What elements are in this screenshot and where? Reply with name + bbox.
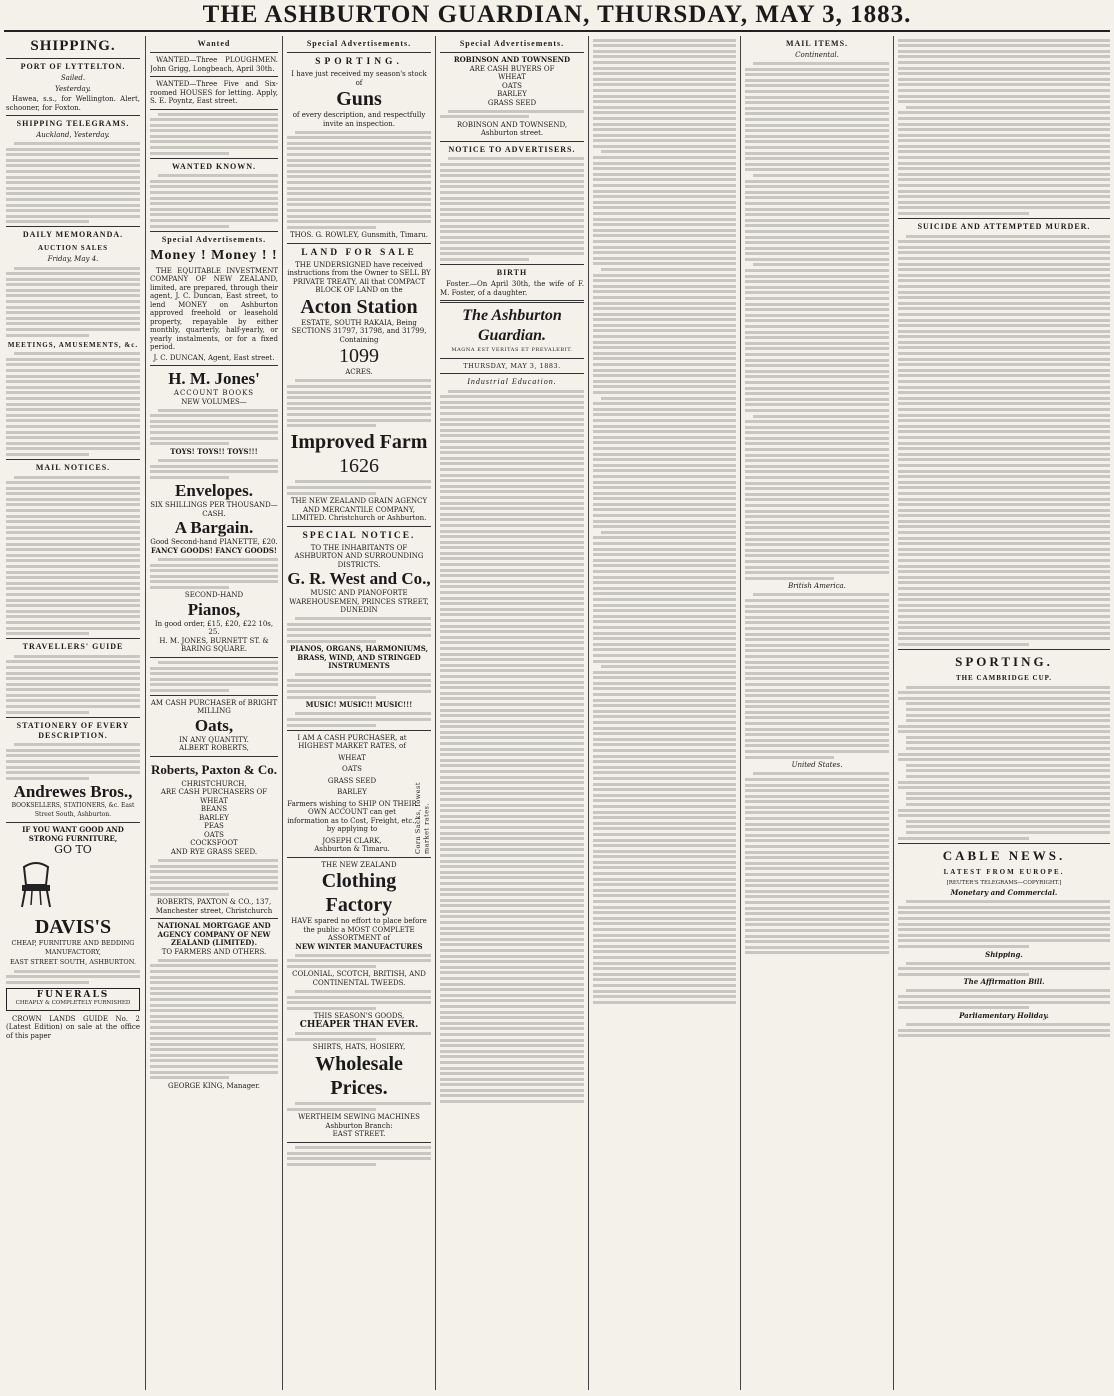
column-separator — [145, 36, 146, 1390]
to-farmers: TO FARMERS AND OTHERS. — [161, 947, 267, 956]
seasons-goods: THIS SEASON'S GOODS, — [313, 1012, 405, 1021]
pianos-label: SECOND-HAND — [184, 591, 244, 600]
funerals-title: FUNERALS — [36, 989, 110, 1000]
guns-heading: Guns — [336, 88, 382, 110]
divider — [150, 52, 278, 53]
mail-notices-heading: MAIL NOTICES. — [35, 462, 111, 472]
auckland-label: Auckland, Yesterday. — [36, 131, 110, 139]
divider — [150, 76, 278, 77]
special-notice-heading: SPECIAL NOTICE. — [302, 530, 416, 541]
wanted-houses: WANTED—Three Five and Six-roomed HOUSES for letting. Apply, S. E. Poyntz, East street. — [150, 80, 278, 105]
divider — [440, 264, 584, 265]
pianos-sub: In good order, £15, £20, £22 10s, 25. — [154, 619, 274, 637]
divider — [150, 657, 278, 658]
sailed-text: Hawea, s.s., for Wellington. Alert, schooner, for Foxton. — [6, 95, 140, 112]
divider — [287, 526, 431, 527]
divider — [440, 373, 584, 374]
travellers-guide-heading: TRAVELLERS' GUIDE — [22, 642, 124, 652]
auction-sales-heading: AUCTION SALES — [38, 244, 108, 253]
clark-name: JOSEPH CLARK, — [322, 836, 382, 845]
duncan-signature: J. C. DUNCAN, Agent, East street. — [153, 353, 275, 362]
column-separator — [740, 36, 741, 1390]
corn-sacks-note: Corn Sacks, lowest market rates. — [414, 781, 431, 854]
cp-wheat: WHEAT — [338, 753, 366, 762]
sporting-text: I have just received my season's stock of — [291, 70, 427, 87]
daily-memoranda-heading: DAILY MEMORANDA. — [22, 230, 124, 240]
oats-heading: Oats, — [194, 715, 234, 735]
acres-1099: 1099 — [339, 345, 379, 368]
cable-news-heading: CABLE NEWS. — [942, 847, 1066, 863]
cp-grass: GRASS SEED — [327, 776, 377, 785]
divider — [440, 300, 584, 303]
british-america-heading: British America. — [788, 582, 846, 591]
column-separator — [282, 36, 283, 1390]
robinson-list-2: WHEAT — [498, 73, 526, 81]
sailed-label: Sailed. — [60, 74, 86, 82]
divider — [150, 158, 278, 159]
divider — [6, 822, 140, 823]
birth-text: Foster.—On April 30th, the wife of F. M. Foster, of a daughter. — [440, 280, 584, 297]
birth-heading: BIRTH — [496, 268, 528, 278]
divider — [150, 756, 278, 757]
divider — [287, 52, 431, 53]
divider — [6, 638, 140, 639]
yesterday-label: Yesterday. — [55, 84, 91, 93]
go-to: GO TO — [54, 843, 92, 857]
albert-roberts: ALBERT ROBERTS, — [179, 744, 249, 753]
grain-cocksfoot: COCKSFOOT — [190, 839, 238, 848]
grain-wheat: WHEAT — [200, 796, 228, 805]
grain-barley: BARLEY — [199, 813, 229, 822]
clothing-heading: Clothing Factory — [321, 870, 397, 916]
shirts-heading: SHIRTS, HATS, HOSIERY, — [312, 1043, 406, 1052]
toys-heading: TOYS! TOYS!! TOYS!!! — [170, 446, 258, 456]
divider — [287, 1142, 431, 1143]
special-ads-heading: Special Advertisements. — [306, 39, 412, 48]
winter-heading: NEW WINTER MANUFACTURES — [295, 941, 423, 951]
roberts-sub: CHRISTCHURCH, — [181, 779, 247, 788]
andrewes-sub: BOOKSELLERS, STATIONERS, &c. East Street South, Ashburton. — [11, 802, 135, 818]
divider — [440, 52, 584, 53]
reuters-line: [REUTER'S TELEGRAMS—COPYRIGHT.] — [946, 879, 1062, 886]
united-states-heading: United States. — [791, 761, 843, 770]
divider — [150, 109, 278, 110]
suicide-heading: SUICIDE AND ATTEMPTED MURDER. — [917, 222, 1091, 231]
divider — [150, 918, 278, 919]
cash-purchaser: AM CASH PURCHASER of BRIGHT MILLING — [150, 698, 278, 716]
wertheim-heading: WERTHEIM SEWING MACHINES — [298, 1113, 420, 1122]
rowley-signature: THOS. G. ROWLEY, Gunsmith, Timaru. — [289, 231, 429, 240]
divider — [6, 459, 140, 460]
mortgage-heading: NATIONAL MORTGAGE AND AGENCY COMPANY OF NEW ZEALAND (LIMITED). — [157, 921, 271, 948]
stationery-heading: STATIONERY OF EVERY DESCRIPTION. — [16, 720, 130, 740]
divider — [6, 115, 140, 116]
mortgage-footer: GEORGE KING, Manager. — [168, 1081, 260, 1090]
continental-heading: Continental. — [795, 51, 839, 59]
paper-title: The Ashburton Guardian. — [462, 307, 562, 345]
clark-address: Ashburton & Timaru. — [314, 845, 390, 853]
crown-lands-guide: CROWN LANDS GUIDE No. 2 (Latest Edition) on sale at the office of this paper — [6, 1014, 140, 1040]
west-sub: MUSIC AND PIANOFORTE WAREHOUSEMEN, PRINCES STREET, DUNEDIN — [289, 589, 429, 615]
east-street: EAST STREET. — [332, 1130, 386, 1139]
oats-sub: IN ANY QUANTITY. — [179, 735, 249, 744]
robinson-list-3: OATS — [502, 81, 522, 90]
column-news — [898, 36, 1110, 1392]
divider — [440, 141, 584, 142]
ship-text: Farmers wishing to SHIP ON THEIR OWN ACCOUNT can get information as to Cost, Freight, etc., by applying to — [287, 799, 417, 833]
west-name: G. R. West and Co., — [287, 569, 431, 589]
telegrams-heading: SHIPPING TELEGRAMS. — [16, 119, 130, 128]
want-furniture: IF YOU WANT GOOD AND STRONG FURNITURE, — [22, 825, 124, 843]
column-editorial-continued — [593, 36, 736, 1392]
special-ads-heading: Special Advertisements. — [161, 234, 267, 244]
wanted-known-heading: WANTED KNOWN. — [171, 161, 257, 171]
acton-heading: Acton Station — [300, 295, 418, 318]
acres-1626: 1626 — [339, 454, 379, 477]
special-ads-heading: Special Advertisements. — [459, 39, 565, 48]
column-separator — [588, 36, 589, 1390]
grain-oats: OATS — [204, 830, 224, 839]
davis-address: EAST STREET SOUTH, ASHBURTON. — [9, 958, 137, 967]
divider — [898, 649, 1110, 650]
sporting-heading: SPORTING. — [315, 57, 403, 67]
andrewes-name: Andrewes Bros., — [13, 782, 133, 802]
divider — [898, 218, 1110, 219]
grain-peas: PEAS — [204, 822, 224, 831]
divider — [6, 226, 140, 227]
guns-sub: of every description, and respectfully invite an inspection. — [292, 111, 426, 128]
divider — [287, 243, 431, 244]
jones-sub: ACCOUNT BOOKS — [173, 389, 255, 398]
funerals-box — [6, 988, 140, 1011]
cash-purchasers: ARE CASH PURCHASERS OF — [160, 788, 268, 797]
money-text: THE EQUITABLE INVESTMENT COMPANY OF NEW ZEALAND, limited, are prepared, through their agent, J. C. Duncan, East street, to lend MONEY on Ashburton approved freehold or leasehold property, repayable by either monthly, quarterly, half-yearly, or yearly instalments, or for a fixed period. — [150, 266, 278, 352]
shipping-news-heading: Shipping. — [985, 949, 1023, 959]
davis-sub: CHEAP, FURNITURE AND BEDDING MANUFACTORY, — [11, 939, 135, 956]
new-volumes: NEW VOLUMES— — [181, 397, 247, 406]
divider — [287, 857, 431, 858]
music-heading: MUSIC! MUSIC!! MUSIC!!! — [305, 700, 413, 710]
cp-oats: OATS — [342, 765, 362, 773]
to-inhabitants: TO THE INHABITANTS OF ASHBURTON AND SURROUNDING DISTRICTS. — [294, 543, 424, 569]
robinson-list-1: ARE CASH BUYERS OF — [469, 64, 555, 73]
roberts-footer: ROBERTS, PAXTON & CO., 137, Manchester street, Christchurch — [155, 898, 273, 915]
masthead-rule — [4, 30, 1110, 32]
education-heading: Industrial Education. — [467, 377, 557, 387]
ashburton-branch: Ashburton Branch: — [325, 1121, 393, 1130]
jones-name: H. M. Jones' — [168, 369, 260, 389]
column-separator — [893, 36, 894, 1390]
column-separator — [435, 36, 436, 1390]
acres-label: ACRES. — [345, 368, 373, 377]
divider — [440, 358, 584, 359]
masthead-title: THE ASHBURTON GUARDIAN, THURSDAY, MAY 3, 1883. — [202, 1, 912, 28]
column-special-ads — [287, 36, 431, 1392]
chair-icon — [6, 859, 66, 909]
grain-beans: BEANS — [200, 805, 228, 814]
port-heading: PORT OF LYTTELTON. — [20, 62, 126, 71]
acton-sub: ESTATE, SOUTH RAKAIA, Being SECTIONS 31797, 31798, and 31799, Containing — [291, 318, 427, 344]
bargain-sub: Good Second-hand PIANETTE, £20. — [150, 538, 278, 547]
divider — [150, 231, 278, 232]
colonial-tweeds: COLONIAL, SCOTCH, BRITISH, AND CONTINENTAL TWEEDS. — [292, 970, 426, 987]
divider — [6, 717, 140, 718]
land-sale-heading: LAND FOR SALE — [301, 247, 417, 258]
roberts-name: Roberts, Paxton & Co. — [150, 761, 277, 777]
robinson-footer: ROBINSON AND TOWNSEND, Ashburton street. — [456, 120, 568, 138]
divider — [150, 365, 278, 366]
shipping-heading: SHIPPING. — [30, 38, 116, 54]
davis-name: DAVIS'S — [34, 916, 112, 939]
jones-address: H. M. JONES, BURNETT ST. & BARING SQUARE. — [159, 636, 269, 654]
affirmation-heading: The Affirmation Bill. — [963, 977, 1045, 987]
column-wanted — [150, 36, 278, 1392]
envelopes-heading: Envelopes. — [175, 481, 253, 501]
friday-label: Friday, May 4. — [47, 255, 99, 264]
paper-motto: MAGNA EST VERITAS ET PREVALEBIT. — [451, 347, 573, 354]
notice-ads-heading: NOTICE TO ADVERTISERS. — [448, 144, 576, 154]
robinson-list-4: BARLEY — [497, 90, 527, 98]
divider — [6, 58, 140, 59]
meetings-heading: MEETINGS, AMUSEMENTS, &c. — [7, 340, 139, 349]
bargain-heading: A Bargain. — [174, 518, 254, 538]
column-editorial — [440, 36, 584, 1392]
cheaper-heading: CHEAPER THAN EVER. — [299, 1019, 419, 1030]
land-sub: THE UNDERSIGNED have received instructions from the Owner to SELL BY PRIVATE TREATY, All that COMPACT BLOCK OF LAND on the — [287, 260, 431, 295]
cable-sub-heading: LATEST FROM EUROPE. — [943, 867, 1065, 876]
masthead — [0, 0, 1114, 30]
money-heading: Money ! Money ! ! — [150, 247, 278, 263]
monetary-heading: Monetary and Commercial. — [950, 888, 1058, 898]
wholesale-heading: Wholesale Prices. — [315, 1052, 403, 1099]
robinson-name: ROBINSON AND TOWNSEND — [453, 55, 571, 64]
new-zealand-label: THE NEW ZEALAND — [321, 860, 397, 869]
cash-purchaser-2: I AM A CASH PURCHASER, at HIGHEST MARKET RATES, of — [297, 733, 407, 750]
pianos-heading: Pianos, — [187, 599, 241, 619]
wanted-heading: Wanted — [197, 39, 231, 48]
nz-grain-agency: THE NEW ZEALAND GRAIN AGENCY AND MERCANTILE COMPANY, LIMITED. Christchurch or Ashburton. — [290, 497, 428, 523]
column-mail-items — [745, 36, 889, 1392]
funerals-sub: CHEAPLY & COMPLETELY FURNISHED — [15, 1000, 131, 1007]
holiday-heading: Parliamentary Holiday. — [959, 1010, 1049, 1020]
envelopes-sub: SIX SHILLINGS PER THOUSAND—CASH. — [150, 501, 278, 518]
pianos-list: PIANOS, ORGANS, HARMONIUMS, BRASS, WIND, AND STRINGED INSTRUMENTS — [289, 644, 429, 671]
column-shipping — [6, 36, 140, 1392]
fancy-goods: FANCY GOODS! FANCY GOODS! — [151, 545, 277, 555]
divider — [898, 843, 1110, 844]
robinson-list-5: GRASS SEED — [487, 98, 537, 107]
paper-date: THURSDAY, MAY 3, 1883. — [463, 361, 561, 370]
improved-farm-heading: Improved Farm — [290, 430, 428, 453]
cambridge-heading: THE CAMBRIDGE CUP. — [955, 673, 1053, 682]
mail-items-heading: MAIL ITEMS. — [785, 39, 849, 48]
sporting-heading: SPORTING. — [955, 653, 1053, 669]
wanted-ploughmen: WANTED—Three PLOUGHMEN. John Grigg, Longbeach, April 30th. — [150, 56, 278, 73]
divider — [287, 730, 431, 731]
clothing-text: HAVE spared no effort to place before the public a MOST COMPLETE ASSORTMENT of — [291, 917, 427, 942]
grain-ryegrass: AND RYE GRASS SEED. — [170, 847, 258, 856]
divider — [150, 695, 278, 696]
cp-barley: BARLEY — [337, 788, 367, 796]
